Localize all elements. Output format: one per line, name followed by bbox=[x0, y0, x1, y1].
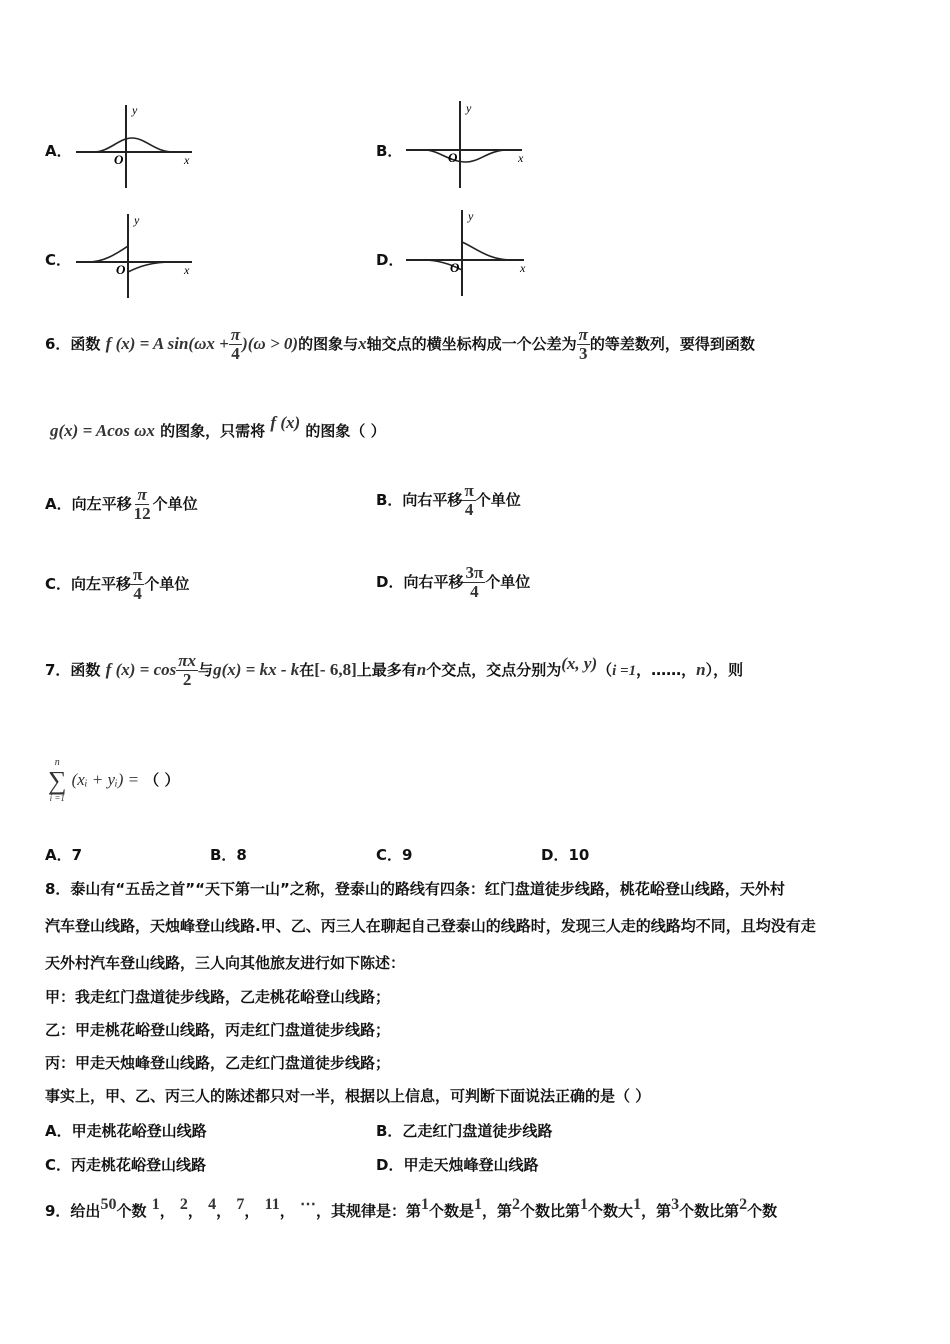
x-axis-label: x bbox=[184, 263, 190, 277]
x-axis-label: x bbox=[518, 151, 524, 165]
x-axis-label: x bbox=[520, 261, 526, 275]
q8-line5: 乙：甲走桃花峪登山线路，丙走红门盘道徒步线路； bbox=[45, 1021, 391, 1039]
q7-sum-formula: n ∑ i =1 (xᵢ + yᵢ) = （ ） bbox=[48, 757, 180, 803]
q6-option-b[interactable]: B．向右平移 $\frac{\pi}{4}$ 个单位 bbox=[376, 481, 521, 519]
q8-option-b[interactable]: B．乙走红门盘道徒步线路 bbox=[376, 1122, 553, 1140]
q7-stem-line1: 7．函数 f (x) = cos $\frac{\pi x}{2}$ 与g(x) = kx - k在[- 6,8]上最多有n个交点，交点分别为(x, y)（i =1，……，n），则 bbox=[45, 651, 744, 689]
question-number: 7．函数 bbox=[45, 660, 101, 679]
y-axis-label: y bbox=[468, 209, 474, 223]
fraction: $\frac{\pi}{4}$ bbox=[230, 325, 241, 363]
q8-line4: 甲：我走红门盘道徒步线路，乙走桃花峪登山线路； bbox=[45, 988, 391, 1006]
option-label: B． bbox=[376, 142, 403, 160]
graph-a bbox=[74, 100, 200, 190]
y-axis-label: y bbox=[132, 103, 138, 117]
option-label: D． bbox=[376, 251, 404, 269]
fraction: $\frac{\pi x}{2}$ bbox=[178, 651, 197, 689]
fraction: $\frac{3\pi}{4}$ bbox=[465, 563, 484, 601]
q7-option-d[interactable]: D．10 bbox=[541, 846, 590, 864]
question-number: 6．函数 bbox=[45, 334, 101, 353]
fraction: $\frac{\pi}{4}$ bbox=[133, 565, 143, 603]
q8-option-d[interactable]: D．甲走天烛峰登山线路 bbox=[376, 1156, 539, 1174]
q8-line2: 汽车登山线路，天烛峰登山线路.甲、乙、丙三人在聊起自己登泰山的线路时，发现三人走的线路均不同，且均没有走 bbox=[45, 917, 816, 935]
formula: g(x) = kx - k bbox=[213, 659, 300, 679]
formula: )(ω > 0) bbox=[242, 333, 299, 353]
formula: f (x) = A sin(ωx + bbox=[105, 333, 229, 353]
graph-d bbox=[404, 206, 534, 298]
formula: f (x) = cos bbox=[105, 659, 177, 679]
origin-label: O bbox=[450, 260, 460, 275]
q6-stem-line2: g(x) = Acos ωx 的图象，只需将 f (x) 的图象（ ） bbox=[50, 413, 386, 440]
q7-option-b[interactable]: B．8 bbox=[210, 846, 247, 864]
q6-option-c[interactable]: C．向左平移 $\frac{\pi}{4}$ 个单位 bbox=[45, 565, 190, 603]
q8-option-c[interactable]: C．丙走桃花峪登山线路 bbox=[45, 1156, 207, 1174]
q8-line3: 天外村汽车登山线路，三人向其他旅友进行如下陈述： bbox=[45, 954, 406, 972]
q6-option-a[interactable]: A．向左平移 $\frac{\pi}{12}$ 个单位 bbox=[45, 485, 198, 523]
question-number: 9．给出 bbox=[45, 1202, 101, 1220]
q6-option-d[interactable]: D．向右平移 $\frac{3\pi}{4}$ 个单位 bbox=[376, 563, 531, 601]
sigma-symbol: ∑ bbox=[48, 766, 67, 795]
option-label: C． bbox=[45, 251, 72, 269]
q8-line6: 丙：甲走天烛峰登山线路，乙走红门盘道徒步线路； bbox=[45, 1054, 391, 1072]
fraction: $\frac{\pi}{3}$ bbox=[578, 325, 588, 363]
q8-line7: 事实上，甲、乙、丙三人的陈述都只对一半，根据以上信息，可判断下面说法正确的是（ ） bbox=[45, 1087, 651, 1105]
origin-label: O bbox=[114, 152, 124, 167]
q7-option-a[interactable]: A．7 bbox=[45, 846, 83, 864]
option-label: A． bbox=[45, 142, 72, 160]
graph-b bbox=[404, 98, 530, 190]
origin-label: O bbox=[448, 150, 458, 165]
y-axis-label: y bbox=[466, 101, 472, 115]
fraction: $\frac{\pi}{4}$ bbox=[464, 481, 474, 519]
q8-option-a[interactable]: A．甲走桃花峪登山线路 bbox=[45, 1122, 207, 1140]
q8-line1: 8．泰山有“五岳之首”“天下第一山”之称，登泰山的路线有四条：红门盘道徒步线路，桃花峪登山线路，天外村 bbox=[45, 880, 785, 898]
x-axis-label: x bbox=[184, 153, 190, 167]
fraction: $\frac{\pi}{12}$ bbox=[133, 485, 151, 523]
q9-stem: 9．给出50个数 1， 2， 4， 7， 11， ⋯，其规律是：第1个数是1，第2个数比第1个数大1，第3个数比第2个数 bbox=[45, 1196, 778, 1220]
y-axis-label: y bbox=[134, 213, 140, 227]
interval: [- 6,8] bbox=[314, 659, 357, 679]
formula: g(x) = Acos ωx bbox=[50, 421, 155, 440]
q6-stem-line1: 6．函数 f (x) = A sin(ωx + $\frac{\pi}{4}$ )(ω > 0)的图象与x轴交点的横坐标构成一个公差为 $\frac{\pi}{3}$ 的等差数列，要得到函数 bbox=[45, 325, 755, 363]
graph-c bbox=[74, 210, 200, 300]
q7-option-c[interactable]: C．9 bbox=[376, 846, 413, 864]
origin-label: O bbox=[116, 262, 126, 277]
